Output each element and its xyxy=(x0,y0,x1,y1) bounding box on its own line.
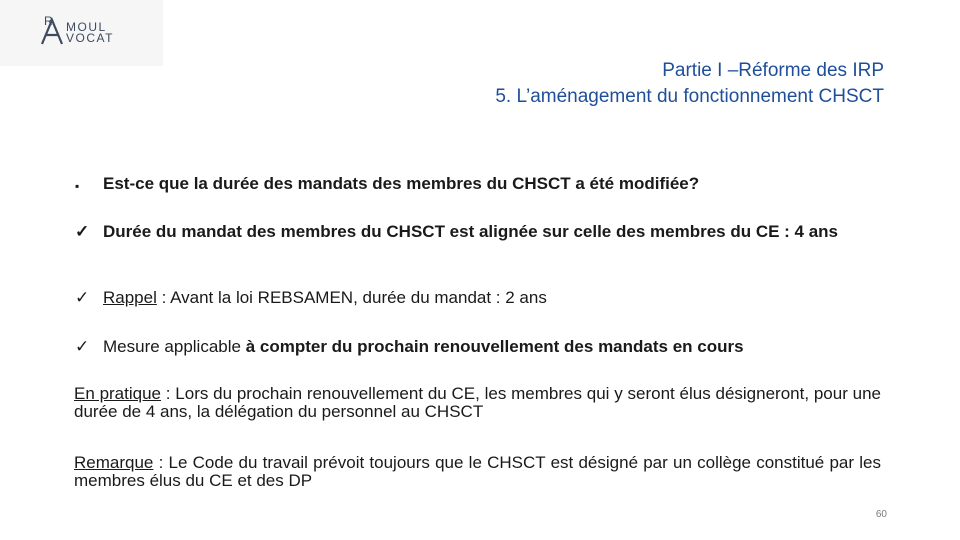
bullet-applicable xyxy=(75,338,744,356)
logo-line2-rest: VOCAT xyxy=(66,31,114,45)
check-icon: ✓ xyxy=(75,222,90,241)
bullet-reminder xyxy=(75,289,547,307)
slide-title xyxy=(495,58,884,110)
practice-paragraph xyxy=(74,385,881,421)
check-icon: ✓ xyxy=(75,337,90,356)
practice-text: : Lors du prochain renouvellement du CE, les membres qui y seront élus désigneront, pour une durée de 4 ans, la délégation du personnel au CHSCT xyxy=(74,384,882,421)
bullet-duration-text: Durée du mandat des membres du CHSCT est alignée sur celle des membres du CE : 4 ans xyxy=(103,222,839,241)
remark-text: : Le Code du travail prévoit toujours que le CHSCT est désigné par un collège constitué par les membres élus du CE et des DP xyxy=(74,453,881,490)
bullet-question xyxy=(75,175,699,193)
title-line-1: Partie I –Réforme des IRP xyxy=(662,60,884,81)
reminder-label: Rappel xyxy=(103,288,157,307)
logo-line1-rest: MOUL xyxy=(66,20,107,34)
remark-paragraph xyxy=(74,454,881,490)
page-number: 60 xyxy=(875,509,887,520)
applicable-text-plain: Mesure applicable xyxy=(103,337,246,356)
check-icon: ✓ xyxy=(75,288,90,307)
reminder-text: : Avant la loi REBSAMEN, durée du mandat : 2 ans xyxy=(156,288,547,307)
logo xyxy=(0,0,163,66)
practice-label: En pratique xyxy=(74,384,162,403)
bullet-question-text: Est-ce que la durée des mandats des membres du CHSCT a été modifiée? xyxy=(103,174,700,193)
applicable-text-bold: à compter du prochain renouvellement des mandats en cours xyxy=(245,337,744,356)
square-bullet-icon: ▪ xyxy=(75,179,80,193)
title-line-2: 5. L’aménagement du fonctionnement CHSCT xyxy=(495,86,884,107)
logo-line1-initial: R xyxy=(44,14,55,28)
remark-label: Remarque xyxy=(74,453,154,472)
bullet-duration xyxy=(75,223,885,241)
